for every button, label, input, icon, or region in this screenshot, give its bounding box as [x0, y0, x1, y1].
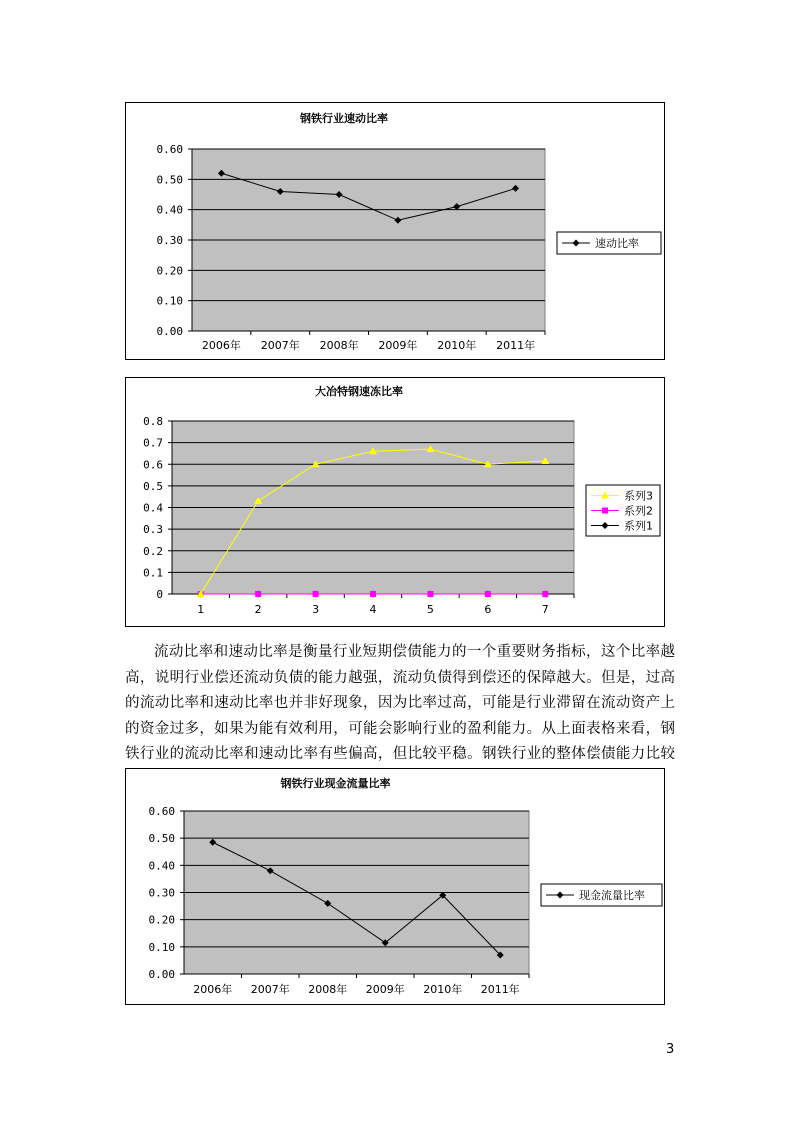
y-tick-label: 0.60 — [148, 805, 175, 818]
body-paragraph: 流动比率和速动比率是衡量行业短期偿债能力的一个重要财务指标，这个比率越高，说明行业偿还流动负债的能力越强，流动负债得到偿还的保障越大。但是，过高的流动比率和速动比率也并非好现象，因为比率过高，可能是行业滞留在流动资产上的资金过多，如果为能有效利用，可能会影响行业的盈利能力。从上面表格来看，钢铁行业的流动比率和速动比率有些偏高，但比较平稳。钢铁行业的整体偿债能力比较 — [125, 644, 675, 762]
x-tick-label: 3 — [312, 603, 320, 616]
chart-title: 钢铁行业现金流量比率 — [280, 777, 391, 790]
x-tick-label: 2011年 — [480, 983, 520, 996]
x-tick-label: 2009年 — [378, 339, 418, 352]
cash-flow-ratio-chart — [125, 768, 665, 1005]
x-tick-label: 2007年 — [260, 339, 300, 352]
y-tick-label: 0.20 — [156, 264, 183, 278]
x-tick-label: 2006年 — [193, 983, 233, 996]
y-tick-label: 0.10 — [156, 294, 183, 308]
x-tick-label: 5 — [426, 603, 434, 616]
y-tick-label: 0.2 — [143, 544, 163, 558]
y-tick-label: 0.30 — [148, 886, 175, 900]
data-point — [255, 591, 261, 597]
x-tick-label: 2009年 — [365, 983, 405, 996]
data-point — [313, 591, 319, 597]
x-tick-label: 4 — [369, 603, 377, 616]
y-tick-label: 0.50 — [148, 832, 175, 846]
y-tick-label: 0 — [156, 588, 163, 601]
x-tick-label: 2 — [254, 603, 262, 616]
page-number: 3 — [666, 1042, 675, 1057]
x-tick-label: 2011年 — [496, 339, 536, 352]
y-tick-label: 0.4 — [143, 501, 163, 515]
y-tick-label: 0.7 — [143, 436, 163, 450]
y-tick-label: 0.8 — [143, 415, 163, 428]
data-point — [427, 591, 433, 597]
legend-label: 系列1 — [624, 519, 653, 533]
chart-svg — [126, 378, 666, 628]
chart-svg — [126, 769, 666, 1006]
y-tick-label: 0.50 — [156, 173, 183, 187]
data-point — [370, 591, 376, 597]
chart-title: 钢铁行业速动比率 — [300, 112, 388, 125]
x-tick-label: 6 — [484, 603, 492, 616]
data-point — [542, 591, 548, 597]
y-tick-label: 0.20 — [148, 913, 175, 927]
y-tick-label: 0.30 — [156, 234, 183, 247]
legend-marker — [602, 508, 608, 514]
y-tick-label: 0.1 — [143, 566, 163, 580]
x-tick-label: 2007年 — [250, 983, 290, 996]
x-tick-label: 1 — [197, 603, 205, 616]
y-tick-label: 0.5 — [143, 479, 163, 493]
legend-label: 系列3 — [624, 489, 653, 503]
legend-label: 系列2 — [624, 504, 653, 518]
legend-label: 现金流量比率 — [579, 889, 645, 902]
x-tick-label: 2006年 — [201, 339, 241, 352]
x-tick-label: 2008年 — [308, 983, 348, 996]
x-tick-label: 7 — [541, 603, 549, 616]
x-tick-label: 2010年 — [423, 983, 463, 996]
y-tick-label: 0.00 — [148, 968, 175, 981]
y-tick-label: 0.60 — [156, 143, 183, 156]
y-tick-label: 0.3 — [143, 523, 163, 537]
y-tick-label: 0.40 — [156, 203, 183, 217]
y-tick-label: 0.10 — [148, 940, 175, 954]
legend-label: 速动比率 — [595, 237, 639, 250]
x-tick-label: 2008年 — [319, 339, 359, 352]
chart-svg — [126, 103, 666, 361]
y-tick-label: 0.6 — [143, 458, 163, 472]
y-tick-label: 0.00 — [156, 325, 183, 338]
daye-special-steel-ratio-chart — [125, 377, 665, 627]
y-tick-label: 0.40 — [148, 859, 175, 873]
x-tick-label: 2010年 — [437, 339, 477, 352]
data-point — [485, 591, 491, 597]
chart-title: 大冶特钢速冻比率 — [315, 385, 403, 398]
quick-ratio-chart — [125, 102, 665, 360]
